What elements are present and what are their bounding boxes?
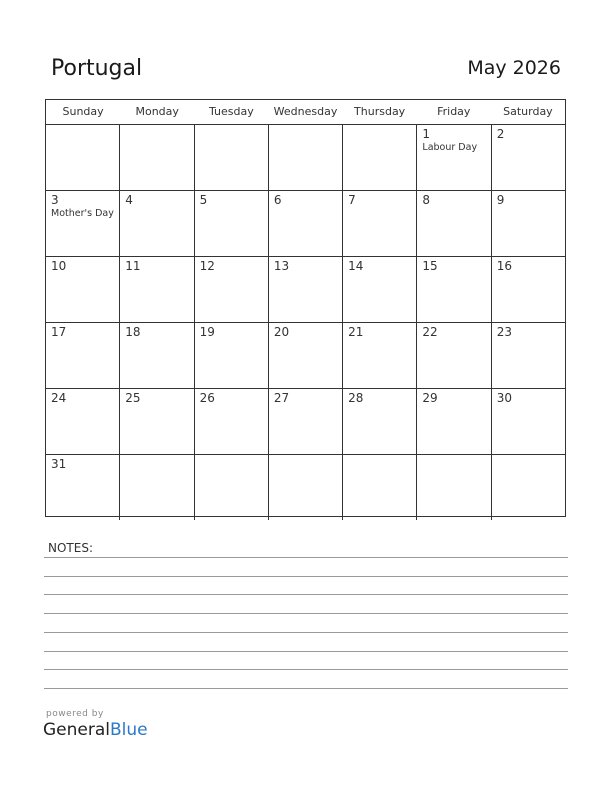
day-cell (343, 323, 417, 388)
day-number: 12 (199, 259, 215, 273)
day-number: 5 (199, 193, 208, 207)
day-number: 7 (348, 193, 356, 207)
day-number: 20 (273, 325, 290, 339)
day-cell (46, 191, 120, 256)
day-cell (269, 389, 343, 454)
day-cell (492, 389, 565, 454)
day-cell (46, 257, 120, 322)
day-cell (269, 455, 343, 520)
note-line (44, 557, 568, 558)
day-cell (46, 455, 120, 520)
day-cell (492, 455, 565, 520)
calendar-week (46, 191, 565, 257)
day-cell (417, 191, 491, 256)
note-line (44, 669, 568, 670)
day-cell (46, 323, 120, 388)
day-number: 27 (273, 391, 290, 405)
day-number: 28 (348, 391, 364, 405)
day-number: 31 (51, 457, 67, 471)
weekday-sunday: Sunday (62, 105, 104, 118)
brand-logo (43, 720, 148, 740)
day-cell (492, 125, 565, 190)
day-number: 8 (422, 193, 431, 207)
calendar-week (46, 125, 565, 191)
note-line (44, 632, 568, 633)
day-number: 1 (422, 127, 431, 141)
day-cell (195, 125, 269, 190)
day-number: 2 (496, 127, 505, 141)
day-number: 18 (125, 325, 141, 339)
weekday-thursday: Thursday (354, 105, 406, 118)
calendar-week (46, 257, 565, 323)
day-cell (195, 389, 269, 454)
calendar-grid (45, 99, 566, 517)
note-line (44, 594, 568, 595)
day-cell (269, 257, 343, 322)
day-cell (120, 389, 194, 454)
month-title: May 2026 (467, 57, 561, 79)
brand-general: General (43, 720, 110, 740)
day-cell (417, 323, 491, 388)
day-cell (269, 323, 343, 388)
day-cell (195, 455, 269, 520)
calendar-week (46, 323, 565, 389)
day-cell (120, 455, 194, 520)
day-cell (195, 257, 269, 322)
day-cell (269, 125, 343, 190)
day-cell (195, 323, 269, 388)
note-line (44, 651, 568, 652)
day-cell (343, 191, 417, 256)
note-line (44, 613, 568, 614)
note-line (44, 688, 568, 689)
day-number: 6 (273, 193, 282, 207)
weekday-tuesday: Tuesday (208, 105, 254, 118)
holiday-label: Mother's Day (51, 208, 114, 219)
day-cell (343, 389, 417, 454)
day-cell (492, 323, 565, 388)
day-number: 21 (348, 325, 364, 339)
day-cell (269, 191, 343, 256)
holiday-label: Labour Day (422, 142, 478, 153)
day-number: 25 (125, 391, 141, 405)
day-number: 30 (496, 391, 512, 405)
powered-by-text: powered by (46, 709, 104, 719)
day-number: 14 (348, 259, 364, 273)
day-cell (46, 389, 120, 454)
day-cell (417, 389, 491, 454)
day-cell (120, 125, 194, 190)
day-number: 15 (422, 259, 438, 273)
day-number: 24 (51, 391, 67, 405)
brand-blue: Blue (110, 720, 148, 740)
day-number: 9 (496, 193, 505, 207)
day-cell (343, 125, 417, 190)
day-cell (120, 257, 194, 322)
weekday-saturday: Saturday (503, 105, 553, 118)
day-number: 17 (51, 325, 67, 339)
day-cell (492, 257, 565, 322)
day-number: 26 (199, 391, 215, 405)
weekday-wednesday: Wednesday (273, 105, 338, 118)
notes-label: NOTES: (48, 541, 93, 555)
weekday-header-row (46, 100, 565, 125)
day-cell (195, 191, 269, 256)
day-number: 13 (273, 259, 290, 273)
country-title: Portugal (51, 56, 143, 81)
day-number: 4 (125, 193, 133, 207)
weeks-container (46, 125, 565, 520)
day-number: 22 (422, 325, 438, 339)
calendar-week (46, 389, 565, 455)
weekday-monday: Monday (135, 105, 179, 118)
day-cell (492, 191, 565, 256)
day-number: 19 (199, 325, 215, 339)
day-cell (417, 125, 491, 190)
day-cell (120, 323, 194, 388)
day-number: 29 (422, 391, 438, 405)
day-cell (46, 125, 120, 190)
day-cell (343, 455, 417, 520)
day-cell (417, 257, 491, 322)
day-cell (417, 455, 491, 520)
day-number: 16 (496, 259, 512, 273)
note-line (44, 576, 568, 577)
calendar-week (46, 455, 565, 520)
day-number: 10 (51, 259, 67, 273)
day-number: 23 (496, 325, 512, 339)
day-number: 3 (51, 193, 59, 207)
weekday-friday: Friday (437, 105, 471, 118)
day-cell (343, 257, 417, 322)
day-number: 11 (125, 259, 141, 273)
day-cell (120, 191, 194, 256)
